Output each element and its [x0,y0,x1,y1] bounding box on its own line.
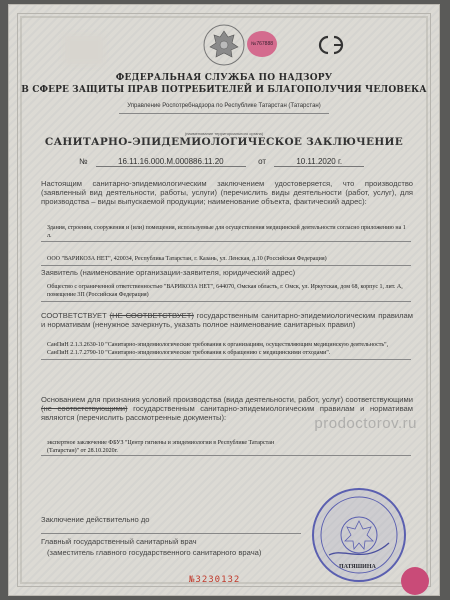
deputy-title: (заместитель главного государственного санитарного врача) [47,548,262,557]
validity-label: Заключение действительно до [41,515,150,524]
section3-underline [41,359,411,360]
number-row [79,157,364,167]
service-name-line1: ФЕДЕРАЛЬНАЯ СЛУЖБА ПО НАДЗОРУ [115,73,333,83]
department-caption: (наименование территориального органа) [184,131,264,136]
service-name-line2: В СФЕРЕ ЗАЩИТЫ ПРАВ ПОТРЕБИТЕЛЕЙ И БЛАГОПОЛУЧИЯ ЧЕЛОВЕКА [21,85,427,95]
serial-number: №3230132 [189,575,241,585]
compliance-word: СООТВЕТСТВУЕТ [41,311,107,320]
validity-underline [41,533,301,534]
document-title: САНИТАРНО-ЭПИДЕМИОЛОГИЧЕСКОЕ ЗАКЛЮЧЕНИЕ [44,136,404,148]
section4-main-b: государственным санитарно-эпидемиологическим правилам и нормативам являются (перечислить рассмотренные документы): [41,404,413,422]
coat-of-arms-icon [202,23,246,67]
certificate-document [8,4,440,596]
section3-fill: СанПиН 2.1.3.2630-10 "Санитарно-эпидемиологические требования к организациям, осуществляющим медицинскую деятельность", СанПиН 2.1.7.2790-10 "Санитарно-эпидемиологические требования к обращению с медицинскими отходами". [47,342,389,356]
number-label: № [79,157,88,166]
section2-label: Заявитель (наименование организации-заявителя, юридический адрес) [41,268,296,277]
section4-strike: (не соответствующими) [41,404,128,413]
section1-text: Настоящим санитарно-эпидемиологическим заключением удостоверяется, что производство (заявленный вид деятельности, работы, услуги) (перечислить виды деятельности (работ, услуг), для производства – виды выпускаемой продукции; наименование объекта, фактический адрес): [41,179,413,206]
section1-fill: Здания, строения, сооружения и (или) помещения, используемые для осуществления медицинской деятельности согласно приложению на 1 л. [47,225,406,239]
section1-owner-underline [41,265,411,266]
sticker-code: №767888 [250,41,274,47]
section4-underline [41,455,411,456]
conformity-mark-icon [314,33,356,57]
official-stamp-icon [309,485,409,585]
noncompliance-word: (НЕ СООТВЕТСТВУЕТ) [109,311,194,320]
blurred-region [64,35,104,65]
section3-hint: (ненужное зачеркнуть, указать полное наименование санитарных правил) [92,320,356,329]
section3-main: государственным санитарно-эпидемиологическим правилам и нормативам [41,311,413,329]
certificate-number: 16.11.16.000.М.000886.11.20 [96,157,246,167]
date-label: от [258,157,266,166]
section2-fill: Общество с ограниченной ответственностью "ВАРИКОЗА НЕТ", 644070, Омская область, г. Омск, ул. Иркутская, дом 68, корпус 1, лит. А, помещение 3П (Российская Федерация) [47,284,403,298]
section3-text [41,311,413,329]
bottom-hologram-sticker [401,567,429,595]
doctor-title: Главный государственный санитарный врач [41,537,197,546]
section2-underline [41,301,411,302]
section1-owner: ООО "ВАРИКОЗА НЕТ", 420034, Республика Татарстан, г. Казань, ул. Ленская, д.10 (Российская Федерация) [47,256,327,262]
department-underline [119,113,329,114]
section4-fill: экспертное заключение ФБУЗ "Центр гигиены и эпидемиологии в Республике Татарстан (Татарстан)" от 28.10.2020г. [47,440,275,454]
section1-underline [41,241,411,242]
hologram-sticker [247,31,277,57]
watermark-text: prodoctorov.ru [314,415,417,432]
certificate-date: 10.11.2020 г. [274,157,364,167]
section4-main-a: Основанием для признания условий производства (вида деятельности, работ, услуг) соответствующими [41,395,413,404]
department-name: Управление Роспотребнадзора по Республике Татарстан (Татарстан) [127,103,321,109]
